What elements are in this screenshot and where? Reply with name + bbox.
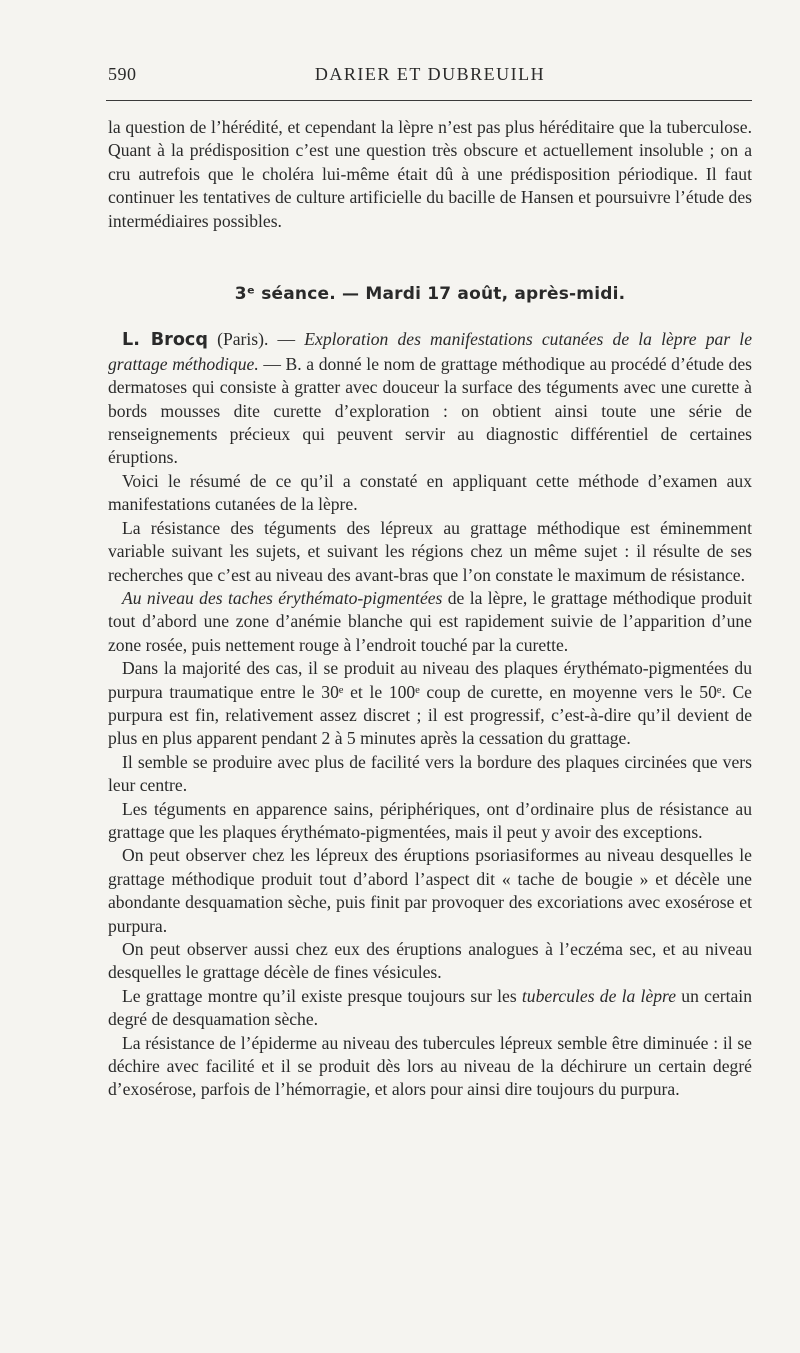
article-paragraph-3: La résistance des téguments des lépreux au grattage méthodique est éminemment variable suivant les sujets, et suivant les régions chez un même sujet : il résulte de ses recherches que c’est au niveau des avant-bras que l’on constate le maximum de résistance.: [108, 517, 752, 585]
article-paragraph-7: Les téguments en apparence sains, périphériques, ont d’ordinaire plus de résistance au grattage que les plaques érythémato-pigmentées, mais il peut y avoir des exceptions.: [108, 798, 752, 842]
page-number: 590: [108, 64, 137, 84]
article-paragraph-1: [108, 328, 752, 469]
article-paragraph-9: On peut observer aussi chez eux des éruptions analogues à l’eczéma sec, et au niveau desquelles le grattage décèle de fines vésicules.: [108, 939, 752, 983]
author-name: L. Brocq: [122, 330, 208, 351]
article-title: Exploration des manifestations cutanées de la lèpre par le grattage méthodique.: [108, 329, 752, 374]
body-text: [108, 116, 752, 1102]
paragraph-10-start: Le grattage montre qu’il existe presque toujours sur les: [122, 985, 522, 1006]
session-heading: 3ᵉ séance. — Mardi 17 août, après-midi.: [234, 284, 626, 305]
paragraph-4-emphasis: Au niveau des taches érythémato-pigmentées: [122, 587, 443, 608]
header-rule: [106, 100, 752, 101]
paragraph-10-end: un certain degré de desquamation sèche.: [108, 985, 752, 1030]
article-paragraph-4: [108, 587, 752, 657]
article-paragraph-10: [108, 985, 752, 1032]
article-paragraph-5: Dans la majorité des cas, il se produit au niveau des plaques érythémato-pigmentées du purpura traumatique entre le 30ᵉ et le 100ᵉ coup de curette, en moyenne vers le 50ᵉ. Ce purpura est fin, relativement assez discret ; il est progressif, c’est-à-dire qu’il devient de plus en plus apparent pendant 2 à 5 minutes après la cessation du grattage.: [108, 658, 752, 749]
author-affiliation: (Paris). —: [207, 329, 305, 350]
paragraph-4-text: de la lèpre, le grattage méthodique produit tout d’abord une zone d’anémie blanche qui est rapidement suivie de l’apparition d’une zone rosée, puis nettement rouge à l’endroit touché par la curette.: [108, 587, 752, 655]
paragraph-1-text: — B. a donné le nom de grattage méthodique au procédé d’étude des dermatoses qui consiste à gratter avec douceur la surface des téguments avec une curette à bords mousses dite curette d’exploration : on obtient ainsi toute une série de renseignements précieux qui peuvent servir au diagnostic différentiel de certaines éruptions.: [108, 353, 752, 468]
article-paragraph-11: La résistance de l’épiderme au niveau des tubercules lépreux semble être diminuée : il se déchire avec facilité et il se produit dès lors au niveau de la déchirure un certain degré d’exosérose, parfois de l’hémorragie, et alors pour ainsi dire toujours du purpura.: [108, 1032, 752, 1100]
intro-paragraph: la question de l’hérédité, et cependant la lèpre n’est pas plus héréditaire que la tuberculose. Quant à la prédisposition c’est une question très obscure et actuellement insoluble ; on a cru autrefois que le choléra lui-même était dû à une prédisposition périodique. Il faut continuer les tentatives de culture artificielle du bacille de Hansen et poursuivre l’étude des intermédiaires possibles.: [108, 117, 752, 231]
paragraph-10-emphasis: tubercules de la lèpre: [521, 985, 677, 1006]
article-paragraph-6: Il semble se produire avec plus de facilité vers la bordure des plaques circinées que vers leur centre.: [108, 751, 752, 796]
page-header: [108, 62, 752, 90]
running-head: DARIER ET DUBREUILH: [314, 64, 546, 84]
article-paragraph-2: Voici le résumé de ce qu’il a constaté en appliquant cette méthode d’examen aux manifestations cutanées de la lèpre.: [108, 470, 752, 515]
article-paragraph-8: On peut observer chez les lépreux des éruptions psoriasiformes au niveau desquelles le grattage méthodique produit tout d’abord l’aspect dit « tache de bougie » et décèle une abondante desquamation sèche, puis finit par provoquer des excoriations avec exosérose et purpura.: [108, 845, 752, 936]
